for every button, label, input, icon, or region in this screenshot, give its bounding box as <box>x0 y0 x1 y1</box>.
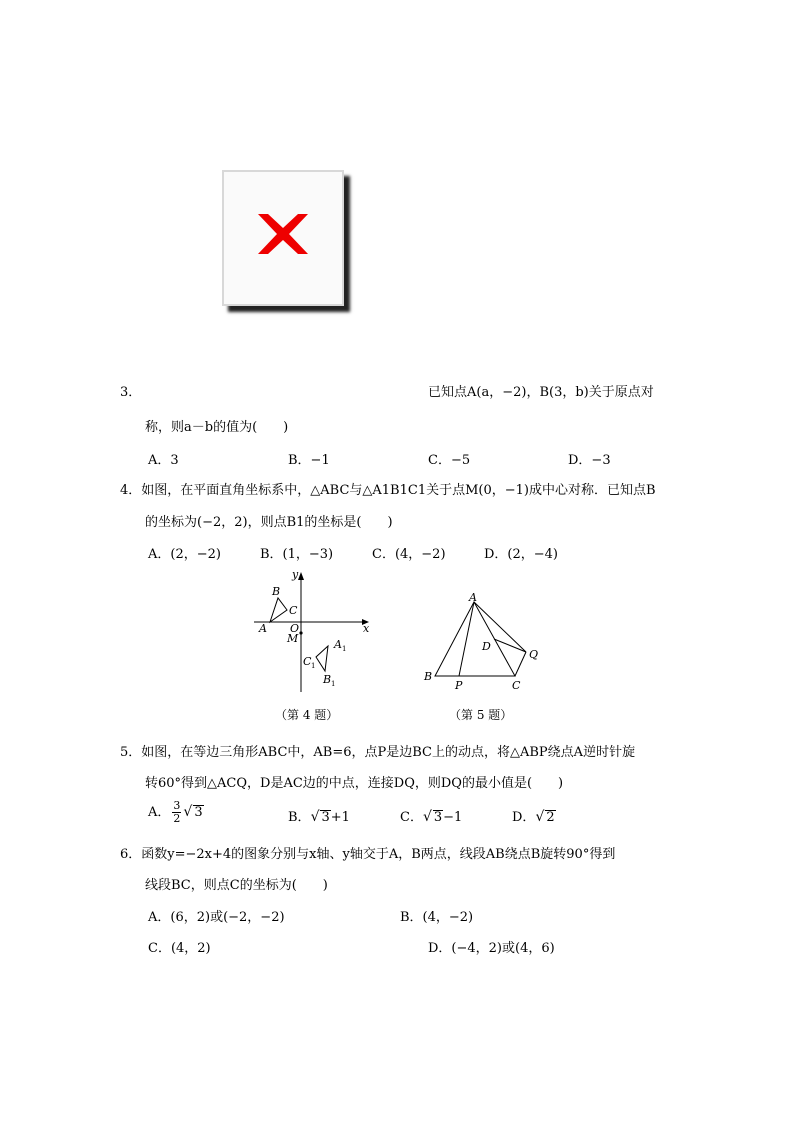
point-m <box>299 631 302 634</box>
q5-line1: 5．如图，在等边三角形ABC中，AB=6，点P是边BC上的动点，将△ABP绕点A逆时针旋 <box>120 745 636 760</box>
label-q: Q <box>529 648 539 661</box>
segment-dq <box>494 639 526 652</box>
q6-option-d: D．(−4，2)或(4，6) <box>428 941 555 956</box>
label-o: O <box>290 622 300 635</box>
label-b5: B <box>424 670 433 683</box>
triangle-a1b1c1 <box>316 646 328 671</box>
q5-option-b: B．√ 3+1 <box>288 809 350 825</box>
triangle-abc-5 <box>435 602 515 676</box>
broken-image-icon <box>254 210 312 258</box>
q3-option-b: B．−1 <box>288 453 330 468</box>
q4-option-b: B．(1，−3) <box>260 547 334 562</box>
sub-a1: 1 <box>342 645 347 653</box>
q4-line2: 的坐标为(−2，2)，则点B1的坐标是( ) <box>145 515 393 530</box>
label-a5: A <box>469 591 477 604</box>
q4-option-d: D．(2，−4) <box>484 547 559 562</box>
label-c: C <box>289 604 298 617</box>
label-x: x <box>363 622 370 635</box>
q3-option-d: D．−3 <box>568 453 611 468</box>
figure-4 <box>250 568 380 697</box>
label-d: D <box>482 640 491 653</box>
q4-option-c: C．(4，−2) <box>372 547 446 562</box>
label-y: y <box>292 568 299 581</box>
label-c5: C <box>512 679 521 692</box>
q5-option-c: C．√ 3−1 <box>400 809 463 825</box>
label-m: M <box>287 632 299 645</box>
figure-4-caption: （第 4 题） <box>275 708 339 722</box>
q3-option-a: A．3 <box>148 453 179 468</box>
q5-option-d: D．√ 2 <box>512 809 555 825</box>
q4-option-a: A．(2，−2) <box>148 547 221 562</box>
label-b1: B <box>323 673 332 686</box>
sub-b1: 1 <box>331 680 336 688</box>
q5-option-a: A． $\frac{3}{2}$ √ 3 <box>148 799 203 825</box>
q6-option-a: A．(6，2)或(−2，−2) <box>148 910 285 925</box>
label-b: B <box>272 585 281 598</box>
segment-cq <box>515 652 526 676</box>
label-p: P <box>455 679 463 692</box>
q6-line2: 线段BC，则点C的坐标为( ) <box>145 878 328 893</box>
label-c1: C <box>303 655 312 668</box>
q6-option-c: C．(4，2) <box>148 941 211 956</box>
q4-line1: 4．如图，在平面直角坐标系中，△ABC与△A1B1C1关于点M(0，−1)成中心对称．已知点B <box>120 483 656 498</box>
q5-line2: 转60°得到△ACQ，D是AC边的中点，连接DQ，则DQ的最小值是( ) <box>145 776 564 791</box>
sub-c1: 1 <box>311 662 316 670</box>
q3-option-c: C．−5 <box>428 453 471 468</box>
q3-number: 3． <box>120 385 142 400</box>
q3-line2: 称，则a－b的值为( ) <box>145 420 289 435</box>
label-a: A <box>259 622 267 635</box>
q6-option-b: B．(4，−2) <box>400 910 474 925</box>
segment-ap <box>459 602 474 676</box>
figure-5 <box>418 588 558 702</box>
figure-5-caption: （第 5 题） <box>449 708 513 722</box>
label-a1: A <box>334 638 342 651</box>
q3-line1: 已知点A(a，−2)，B(3，b)关于原点对 <box>428 385 654 400</box>
triangle-abc <box>270 598 287 622</box>
q6-line1: 6．函数y=−2x+4的图象分别与x轴、y轴交于A，B两点，线段AB绕点B旋转90°得到 <box>120 847 616 862</box>
broken-image-placeholder <box>222 170 344 306</box>
